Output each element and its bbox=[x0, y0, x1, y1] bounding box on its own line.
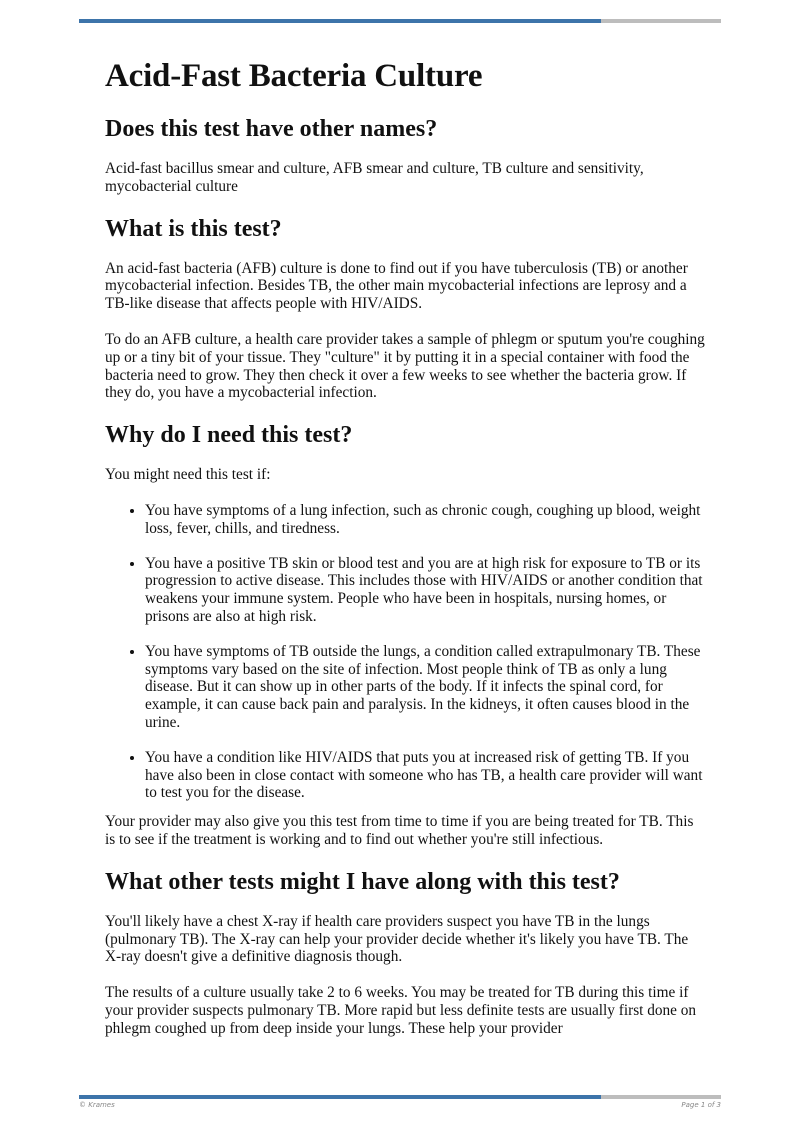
section-what-is bbox=[105, 214, 705, 403]
paragraph: An acid-fast bacteria (AFB) culture is done to find out if you have tuberculosis (TB) or another mycobacterial infection. Besides TB, the other main mycobacterial infections are leprosy and a TB-like disease that affects people with HIV/AIDS. bbox=[105, 259, 688, 313]
copyright: © Krames bbox=[79, 1101, 115, 1109]
list-item: • You have symptoms of a lung infection, such as chronic cough, coughing up blood, weight loss, fever, chills, and tiredness. bbox=[145, 502, 705, 538]
header-rule-accent bbox=[79, 19, 601, 23]
section-heading: What other tests might I have along with this test? bbox=[105, 868, 620, 895]
section-why-need bbox=[105, 420, 705, 849]
page-number: Page 1 of 3 bbox=[681, 1101, 721, 1109]
footer-rule bbox=[79, 1095, 721, 1099]
paragraph: Acid-fast bacillus smear and culture, AFB smear and culture, TB culture and sensitivity, mycobacterial culture bbox=[105, 160, 644, 195]
paragraph: You might need this test if: bbox=[105, 466, 271, 484]
page-title: Acid-Fast Bacteria Culture bbox=[105, 58, 483, 94]
paragraph: The results of a culture usually take 2 to 6 weeks. You may be treated for TB during this time if your provider suspects pulmonary TB. More rapid but less definite tests are usually first done on phlegm coughed up from deep inside your lungs. These help your provider bbox=[105, 984, 697, 1037]
footer-rule-accent bbox=[79, 1095, 601, 1099]
paragraph: You'll likely have a chest X-ray if health care providers suspect you have TB in the lungs (pulmonary TB). The X-ray can help your provider decide whether it's likely you have TB. The X-ray doesn't give a definitive diagnosis though. bbox=[105, 912, 689, 966]
paragraph: To do an AFB culture, a health care provider takes a sample of phlegm or sputum you're coughing up or a tiny bit of your tissue. They "culture" it by putting it in a special container with food the bacteria need to grow. They then check it over a few weeks to see whether the bacteria grow. If they do, you have a mycobacterial infection. bbox=[105, 330, 705, 402]
header-rule bbox=[79, 19, 721, 23]
section-other-tests bbox=[105, 867, 705, 1038]
section-other-names bbox=[105, 114, 705, 196]
list-item: • You have symptoms of TB outside the lungs, a condition called extrapulmonary TB. These symptoms vary based on the site of infection. Most people think of TB as only a lung disease. But it can show up in other parts of the body. If it infects the spinal cord, for example, it can cause back pain and paralysis. In the kidneys, it often causes blood in the urine. bbox=[145, 643, 705, 732]
section-heading: Does this test have other names? bbox=[105, 116, 438, 142]
list-item: • You have a condition like HIV/AIDS that puts you at increased risk of getting TB. If you have also been in close contact with someone who has TB, a health care provider will want to test you for the disease. bbox=[145, 749, 705, 802]
reasons-list bbox=[105, 502, 705, 802]
document-body bbox=[105, 56, 705, 1056]
section-heading: Why do I need this test? bbox=[105, 422, 353, 449]
section-heading: What is this test? bbox=[105, 215, 282, 242]
paragraph: Your provider may also give you this test from time to time if you are being treated for TB. This is to see if the treatment is working and to find out whether you're still infectious. bbox=[105, 813, 694, 848]
list-item: • You have a positive TB skin or blood test and you are at high risk for exposure to TB or its progression to active disease. This includes those with HIV/AIDS or another condition that weakens your immune system. People who have been in hospitals, nursing homes, or prisons are also at high risk. bbox=[145, 555, 705, 626]
